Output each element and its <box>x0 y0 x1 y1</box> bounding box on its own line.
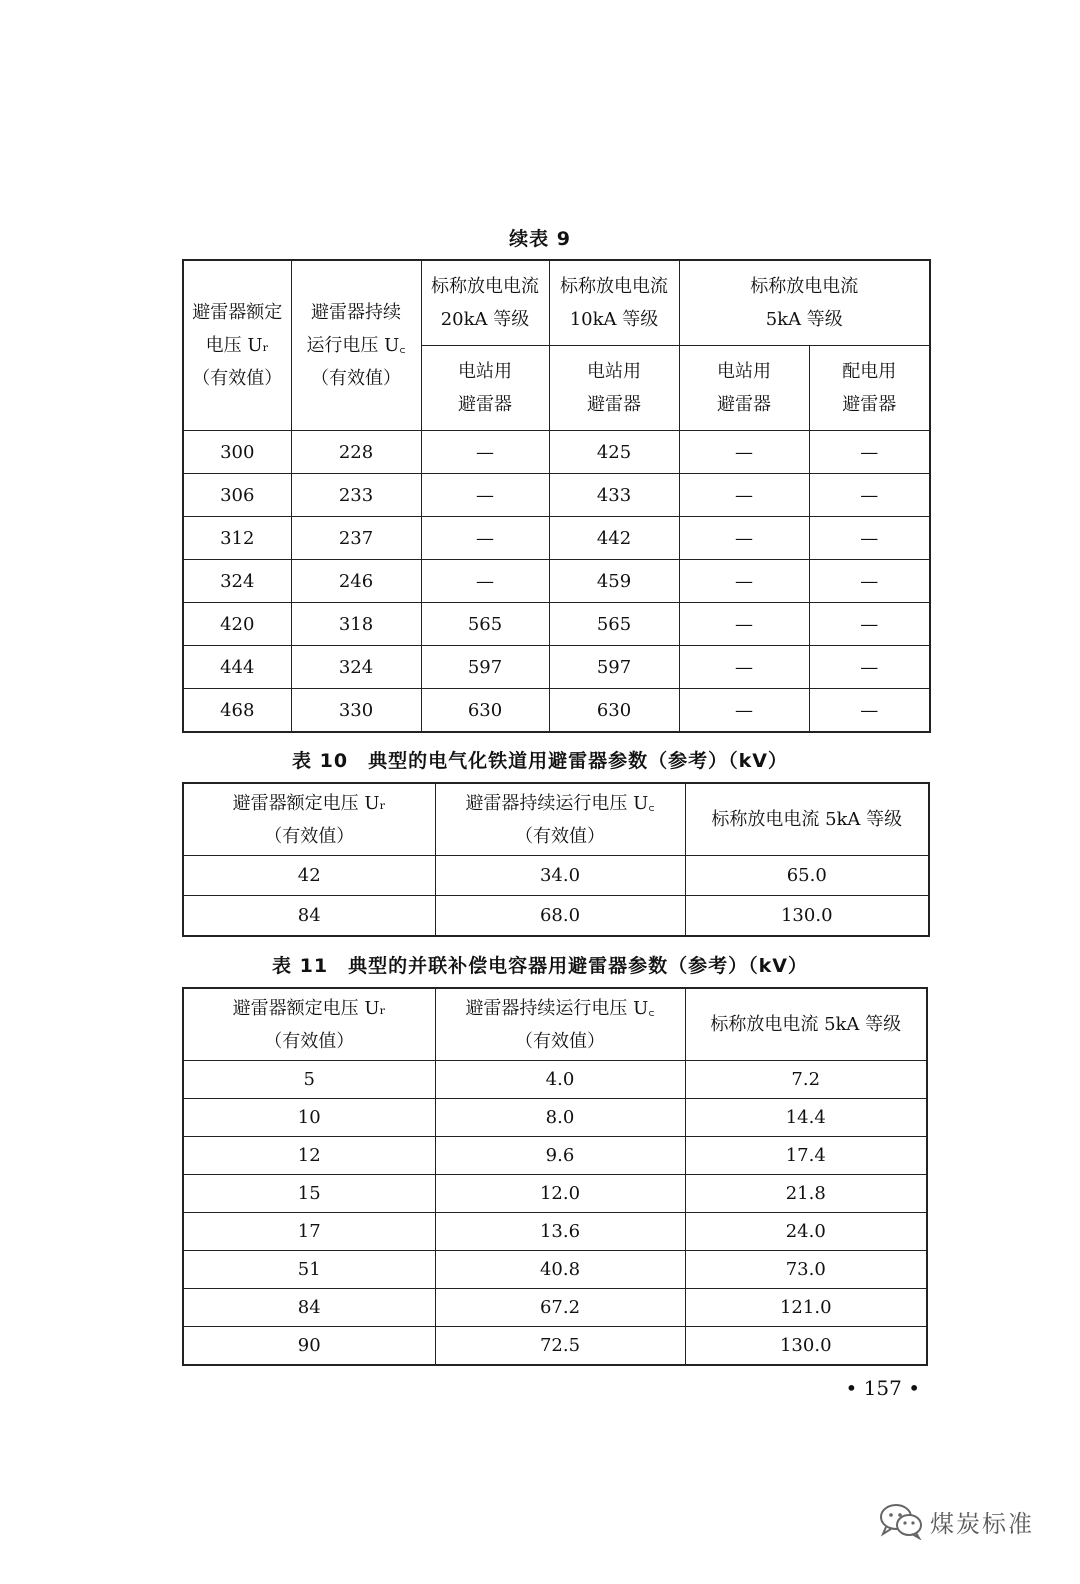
watermark <box>878 1502 1034 1540</box>
t9-cell: 459 <box>549 560 679 603</box>
t9-cell: — <box>421 431 549 474</box>
t9-cell: 425 <box>549 431 679 474</box>
t11-cell: 15 <box>183 1175 435 1213</box>
table-row <box>183 560 930 603</box>
t9-sub-station-5ka: 电站用 避雷器 <box>679 346 809 431</box>
t11-cell: 17.4 <box>685 1137 927 1175</box>
table-row <box>183 603 930 646</box>
t11-cell: 8.0 <box>435 1099 685 1137</box>
table-row <box>183 1251 927 1289</box>
t9-cell: — <box>809 689 930 733</box>
t9-cell: — <box>809 431 930 474</box>
table11 <box>182 987 928 1366</box>
t11-header-5ka: 标称放电电流 5kA 等级 <box>685 988 927 1061</box>
t11-cell: 12.0 <box>435 1175 685 1213</box>
t11-cell: 5 <box>183 1061 435 1099</box>
t9-cell: 597 <box>421 646 549 689</box>
t11-cell: 67.2 <box>435 1289 685 1327</box>
t11-cell: 13.6 <box>435 1213 685 1251</box>
t9-cell: 324 <box>291 646 421 689</box>
t11-cell: 40.8 <box>435 1251 685 1289</box>
table-row <box>183 689 930 733</box>
t9-cell: — <box>809 517 930 560</box>
table11-caption: 表 11 典型的并联补偿电容器用避雷器参数（参考）（kV） <box>272 955 808 977</box>
t9-cell: 444 <box>183 646 291 689</box>
t11-cell: 4.0 <box>435 1061 685 1099</box>
t9-header-5ka: 标称放电电流 5kA 等级 <box>679 260 930 346</box>
t9-cell: 468 <box>183 689 291 733</box>
watermark-text: 煤炭标准 <box>930 1509 1034 1538</box>
t9-sub-station-20ka: 电站用 避雷器 <box>421 346 549 431</box>
t11-cell: 7.2 <box>685 1061 927 1099</box>
t9-cell: — <box>421 517 549 560</box>
t9-cell: — <box>809 560 930 603</box>
t11-header-rated-voltage: 避雷器额定电压 Uᵣ （有效值） <box>183 988 435 1061</box>
t9-cell: — <box>809 474 930 517</box>
t9-cell: — <box>809 603 930 646</box>
t11-cell: 72.5 <box>435 1327 685 1366</box>
t9-cell: 630 <box>421 689 549 733</box>
page-number: • 157 • <box>845 1376 920 1400</box>
t10-cell: 68.0 <box>435 896 685 937</box>
table10-caption: 表 10 典型的电气化铁道用避雷器参数（参考）（kV） <box>292 750 788 772</box>
t9-cell: 312 <box>183 517 291 560</box>
t9-cell: 233 <box>291 474 421 517</box>
t10-cell: 130.0 <box>685 896 929 937</box>
table9-caption: 续表 9 <box>509 228 571 250</box>
t11-cell: 21.8 <box>685 1175 927 1213</box>
t11-cell: 17 <box>183 1213 435 1251</box>
table-row <box>183 646 930 689</box>
t11-cell: 12 <box>183 1137 435 1175</box>
t11-cell: 121.0 <box>685 1289 927 1327</box>
table-row <box>183 1099 927 1137</box>
t9-cell: — <box>679 560 809 603</box>
t10-header-continuous-voltage: 避雷器持续运行电压 U꜀ （有效值） <box>435 783 685 856</box>
t9-cell: 246 <box>291 560 421 603</box>
table-row <box>183 1213 927 1251</box>
t9-cell: 420 <box>183 603 291 646</box>
wechat-icon <box>878 1502 924 1540</box>
t9-cell: — <box>679 646 809 689</box>
t11-cell: 14.4 <box>685 1099 927 1137</box>
table9 <box>182 259 931 733</box>
t10-cell: 34.0 <box>435 856 685 896</box>
t9-cell: 630 <box>549 689 679 733</box>
t9-cell: — <box>679 474 809 517</box>
table-row <box>183 1175 927 1213</box>
t9-sub-distribution-5ka: 配电用 避雷器 <box>809 346 930 431</box>
t11-header-continuous-voltage: 避雷器持续运行电压 U꜀ （有效值） <box>435 988 685 1061</box>
table-row <box>183 1137 927 1175</box>
t11-cell: 73.0 <box>685 1251 927 1289</box>
t11-cell: 51 <box>183 1251 435 1289</box>
t9-sub-station-10ka: 电站用 避雷器 <box>549 346 679 431</box>
t9-cell: 565 <box>549 603 679 646</box>
t9-cell: 597 <box>549 646 679 689</box>
t10-header-5ka: 标称放电电流 5kA 等级 <box>685 783 929 856</box>
t9-header-continuous-voltage: 避雷器持续 运行电压 U꜀ （有效值） <box>291 260 421 431</box>
t9-header-rated-voltage: 避雷器额定 电压 Uᵣ （有效值） <box>183 260 291 431</box>
t9-cell: — <box>679 431 809 474</box>
t11-cell: 10 <box>183 1099 435 1137</box>
t9-cell: 237 <box>291 517 421 560</box>
t9-cell: — <box>679 603 809 646</box>
t9-cell: 324 <box>183 560 291 603</box>
t9-cell: — <box>421 560 549 603</box>
t9-cell: 330 <box>291 689 421 733</box>
table-row <box>183 896 929 937</box>
t9-cell: — <box>679 689 809 733</box>
table-row <box>183 517 930 560</box>
table-row <box>183 856 929 896</box>
t10-cell: 84 <box>183 896 435 937</box>
t9-cell: 228 <box>291 431 421 474</box>
t9-cell: — <box>809 646 930 689</box>
t10-header-rated-voltage: 避雷器额定电压 Uᵣ （有效值） <box>183 783 435 856</box>
table10-body <box>183 856 929 937</box>
t11-cell: 84 <box>183 1289 435 1327</box>
t9-cell: 318 <box>291 603 421 646</box>
t9-cell: 565 <box>421 603 549 646</box>
t10-cell: 42 <box>183 856 435 896</box>
t9-header-10ka: 标称放电电流 10kA 等级 <box>549 260 679 346</box>
t9-cell: — <box>679 517 809 560</box>
t9-cell: 433 <box>549 474 679 517</box>
t11-cell: 130.0 <box>685 1327 927 1366</box>
t10-cell: 65.0 <box>685 856 929 896</box>
t11-cell: 24.0 <box>685 1213 927 1251</box>
t11-cell: 9.6 <box>435 1137 685 1175</box>
table-row <box>183 431 930 474</box>
table10 <box>182 782 930 937</box>
t11-cell: 90 <box>183 1327 435 1366</box>
table11-body <box>183 1061 927 1366</box>
table9-body <box>183 431 930 733</box>
table-row <box>183 1327 927 1366</box>
table-row <box>183 1289 927 1327</box>
t9-cell: 300 <box>183 431 291 474</box>
t9-cell: — <box>421 474 549 517</box>
table-row <box>183 1061 927 1099</box>
table-row <box>183 474 930 517</box>
t9-cell: 306 <box>183 474 291 517</box>
t9-cell: 442 <box>549 517 679 560</box>
t9-header-20ka: 标称放电电流 20kA 等级 <box>421 260 549 346</box>
